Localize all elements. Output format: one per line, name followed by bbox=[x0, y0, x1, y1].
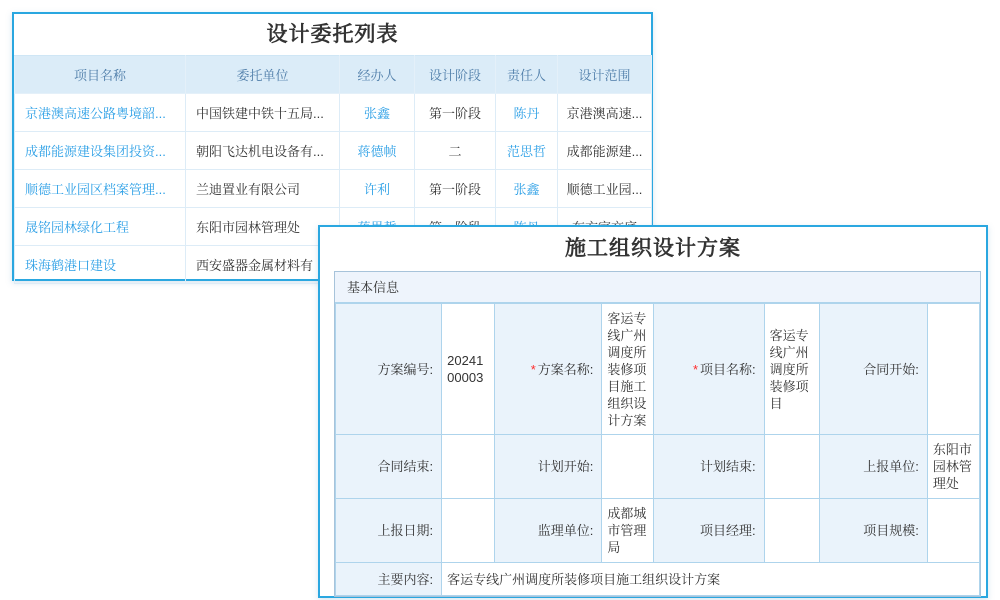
project-name-link[interactable]: 顺德工业园区档案管理... bbox=[25, 182, 166, 197]
plan-no-label: 方案编号: bbox=[336, 304, 442, 435]
basic-info-box bbox=[334, 271, 981, 597]
col-header-design-phase: 设计阶段 bbox=[415, 56, 496, 94]
design-scope-cell: 顺德工业园... bbox=[558, 170, 652, 208]
design-list-title: 设计委托列表 bbox=[266, 23, 399, 46]
supervisor-unit-value: 成都城市管理局 bbox=[602, 499, 654, 563]
owner-link[interactable]: 范思哲 bbox=[506, 144, 546, 159]
project-manager-value bbox=[764, 499, 819, 563]
required-mark: * bbox=[530, 361, 536, 377]
plan-start-label: 计划开始: bbox=[495, 435, 602, 499]
plan-end-label: 计划结束: bbox=[654, 435, 764, 499]
required-mark: * bbox=[692, 361, 698, 377]
table-row bbox=[15, 170, 652, 208]
handler-link[interactable]: 蒋德帧 bbox=[357, 144, 397, 159]
table-row bbox=[15, 132, 652, 170]
report-date-value bbox=[442, 499, 495, 563]
col-header-owner: 责任人 bbox=[496, 56, 558, 94]
owner-link[interactable]: 张鑫 bbox=[513, 182, 540, 197]
report-unit-value: 东阳市园林管理处 bbox=[927, 435, 979, 499]
project-manager-label: 项目经理: bbox=[654, 499, 764, 563]
plan-end-value bbox=[764, 435, 819, 499]
client-unit-cell: 兰迪置业有限公司 bbox=[186, 170, 340, 208]
form-row-1 bbox=[336, 304, 980, 435]
table-row bbox=[15, 94, 652, 132]
client-unit-cell: 东阳市园林管理处 bbox=[186, 208, 340, 246]
handler-link[interactable]: 许利 bbox=[363, 182, 390, 197]
project-scale-value bbox=[927, 499, 979, 563]
basic-info-form-table bbox=[335, 303, 980, 596]
design-scope-cell: 成都能源建... bbox=[558, 132, 652, 170]
col-header-handler: 经办人 bbox=[340, 56, 415, 94]
report-date-label: 上报日期: bbox=[336, 499, 442, 563]
client-unit-cell: 朝阳飞达机电设备有... bbox=[186, 132, 340, 170]
contract-start-label: 合同开始: bbox=[819, 304, 927, 435]
project-name-value: 客运专线广州调度所装修项目 bbox=[764, 304, 819, 435]
project-name-label: * 项目名称: bbox=[654, 304, 764, 435]
report-unit-label: 上报单位: bbox=[819, 435, 927, 499]
supervisor-unit-label: 监理单位: bbox=[495, 499, 602, 563]
col-header-client-unit: 委托单位 bbox=[186, 56, 340, 94]
form-row-3 bbox=[336, 499, 980, 563]
project-name-link[interactable]: 晟铭园林绿化工程 bbox=[25, 220, 130, 235]
basic-info-section-header: 基本信息 bbox=[335, 272, 980, 303]
project-name-link[interactable]: 京港澳高速公路粤境韶... bbox=[25, 106, 166, 121]
construction-plan-panel bbox=[318, 225, 988, 598]
plan-no-value: 2024100003 bbox=[442, 304, 495, 435]
plan-name-value: 客运专线广州调度所装修项目施工组织设计方案 bbox=[602, 304, 654, 435]
client-unit-cell: 中国铁建中铁十五局... bbox=[186, 94, 340, 132]
project-name-link[interactable]: 珠海鹤港口建设 bbox=[25, 258, 117, 273]
form-row-4 bbox=[336, 563, 980, 596]
construction-plan-title: 施工组织设计方案 bbox=[565, 237, 741, 260]
plan-name-label: * 方案名称: bbox=[495, 304, 602, 435]
form-row-2 bbox=[336, 435, 980, 499]
contract-end-value bbox=[442, 435, 495, 499]
design-list-header-row bbox=[15, 56, 652, 94]
contract-start-value bbox=[927, 304, 979, 435]
design-scope-cell: 京港澳高速... bbox=[558, 94, 652, 132]
client-unit-cell: 西安盛器金属材料有 bbox=[186, 246, 340, 284]
plan-start-value bbox=[602, 435, 654, 499]
design-phase-cell: 第一阶段 bbox=[415, 94, 496, 132]
handler-link[interactable]: 张鑫 bbox=[363, 106, 390, 121]
col-header-project-name: 项目名称 bbox=[15, 56, 186, 94]
project-scale-label: 项目规模: bbox=[819, 499, 927, 563]
col-header-design-scope: 设计范围 bbox=[558, 56, 652, 94]
project-name-link[interactable]: 成都能源建设集团投资... bbox=[25, 144, 166, 159]
main-content-label: 主要内容: bbox=[336, 563, 442, 596]
design-phase-cell: 第一阶段 bbox=[415, 170, 496, 208]
contract-end-label: 合同结束: bbox=[336, 435, 442, 499]
owner-link[interactable]: 陈丹 bbox=[513, 106, 540, 121]
main-content-value: 客运专线广州调度所装修项目施工组织设计方案 bbox=[442, 563, 980, 596]
design-phase-cell: 二 bbox=[415, 132, 496, 170]
